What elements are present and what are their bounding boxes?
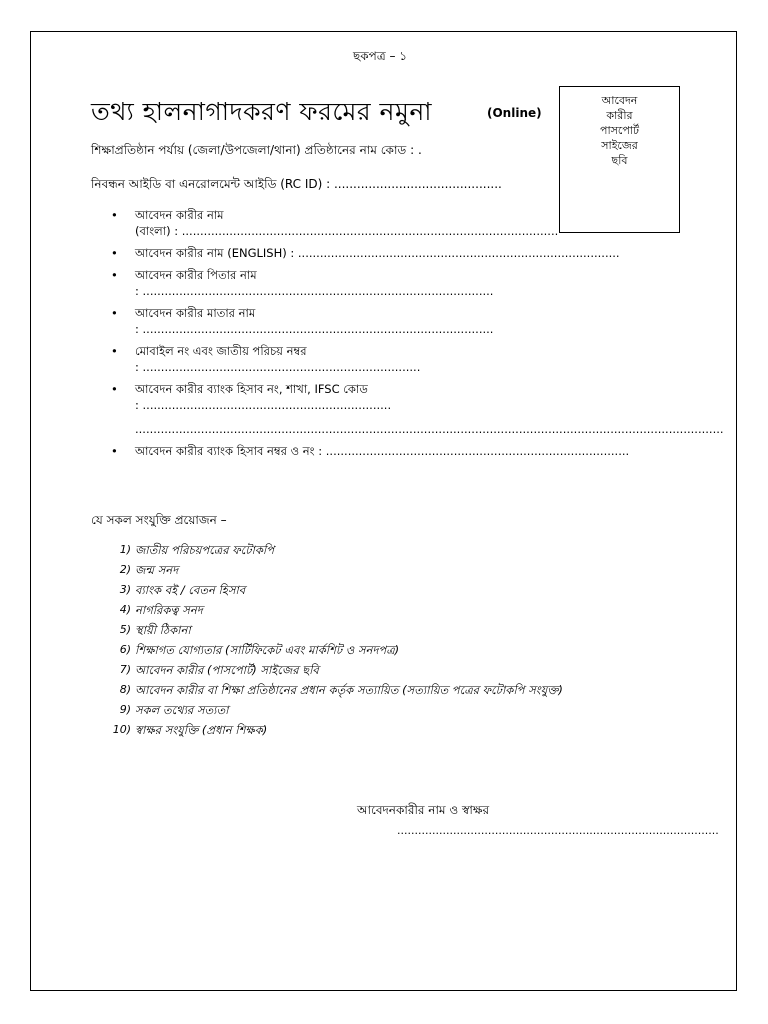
item-text: নাগরিকত্ব সনদ bbox=[135, 603, 203, 617]
signature-label: আবেদনকারীর নাম ও স্বাক্ষর bbox=[357, 803, 490, 817]
item-text: শিক্ষাগত যোগ্যতার (সার্টিফিকেট এবং মার্কশিট ও সনদপত্র) bbox=[135, 643, 400, 657]
list-item bbox=[111, 722, 563, 738]
field-name-bangla bbox=[111, 207, 711, 239]
item-text: সকল তথ্যের সত্যতা bbox=[135, 703, 229, 717]
field-label: • আবেদন কারীর নাম bbox=[135, 208, 224, 222]
photo-box-line: আবেদন bbox=[601, 94, 638, 107]
item-number: 4) bbox=[119, 603, 131, 616]
field-mother-name bbox=[111, 305, 711, 337]
field-mobile-nid bbox=[111, 343, 711, 375]
item-number: 1) bbox=[119, 543, 131, 556]
field-label: • আবেদন কারীর ব্যাংক হিসাব নম্বর ও নং : ................................................................................... bbox=[135, 444, 630, 458]
documents-list bbox=[111, 542, 563, 742]
item-text: ব্যাংক বই / বেতন হিসাব bbox=[135, 583, 246, 597]
list-item bbox=[111, 682, 563, 698]
field-value: : ................................................................................................ bbox=[135, 322, 494, 336]
item-number: 3) bbox=[119, 583, 131, 596]
list-item bbox=[111, 662, 563, 678]
item-number: 7) bbox=[119, 663, 131, 676]
field-father-name bbox=[111, 267, 711, 299]
list-item bbox=[111, 542, 563, 558]
photo-box-line: পাসপোর্ট bbox=[600, 124, 639, 137]
annex-label: ছকপত্র – ১ bbox=[353, 49, 408, 63]
field-label: • আবেদন কারীর মাতার নাম bbox=[135, 306, 256, 320]
item-text: জন্ম সনদ bbox=[135, 563, 179, 577]
item-number: 2) bbox=[119, 563, 131, 576]
field-name-english bbox=[111, 245, 711, 261]
field-label: • আবেদন কারীর নাম (ENGLISH) : ........................................................................................ bbox=[135, 246, 620, 260]
field-value: : ............................................................................ bbox=[135, 360, 421, 374]
list-item bbox=[111, 702, 563, 718]
field-label: • আবেদন কারীর ব্যাংক হিসাব নং, শাখা, IFSC কোড bbox=[135, 382, 368, 396]
signature-line: ............................................................................................ bbox=[397, 824, 719, 837]
item-number: 9) bbox=[119, 703, 131, 716]
item-text: আবেদন কারীর (পাসপোর্ট) সাইজের ছবি bbox=[135, 663, 319, 677]
documents-heading: যে সকল সংযুক্তি প্রয়োজন – bbox=[91, 513, 227, 527]
item-number: 6) bbox=[119, 643, 131, 656]
item-number: 8) bbox=[119, 683, 131, 696]
list-item bbox=[111, 642, 563, 658]
item-number: 10) bbox=[112, 723, 131, 736]
field-label: • আবেদন কারীর পিতার নাম bbox=[135, 268, 257, 282]
field-bank-info bbox=[111, 381, 724, 437]
field-value-continued: ................................................................................................................................................................. bbox=[135, 422, 724, 436]
list-item bbox=[111, 622, 563, 638]
list-item bbox=[111, 582, 563, 598]
item-text: আবেদন কারীর বা শিক্ষা প্রতিষ্ঠানের প্রধান কর্তৃক সত্যায়িত (সত্যায়িত পত্রের ফটোকপি সংযুক্ত) bbox=[135, 683, 563, 697]
photo-box-line: সাইজের bbox=[601, 139, 638, 152]
item-text: জাতীয় পরিচয়পত্রের ফটোকপি bbox=[135, 543, 275, 557]
applicant-fields bbox=[111, 207, 724, 465]
list-item bbox=[111, 602, 563, 618]
form-title-suffix: (Online) bbox=[487, 106, 542, 120]
field-value: (বাংলা) : ....................................................................................................... bbox=[135, 224, 559, 238]
photo-box-line: কারীর bbox=[606, 109, 633, 122]
form-title: তথ্য হালনাগাদকরণ ফরমের নমুনা bbox=[91, 97, 433, 126]
list-item bbox=[111, 562, 563, 578]
item-text: স্বাক্ষর সংযুক্তি (প্রধান শিক্ষক) bbox=[135, 723, 268, 737]
field-bank-account bbox=[111, 443, 711, 459]
form-page bbox=[30, 31, 737, 991]
field-value: : .................................................................... bbox=[135, 398, 392, 412]
item-number: 5) bbox=[119, 623, 131, 636]
field-label: • মোবাইল নং এবং জাতীয় পরিচয় নম্বর bbox=[135, 344, 307, 358]
field-value: : ................................................................................................ bbox=[135, 284, 494, 298]
item-text: স্থায়ী ঠিকানা bbox=[135, 623, 191, 637]
rc-id-line: নিবন্ধন আইডি বা এনরোলমেন্ট আইডি (RC ID) : ............................................ bbox=[91, 177, 502, 191]
photo-box-line: ছবি bbox=[611, 154, 628, 167]
institution-line: শিক্ষাপ্রতিষ্ঠান পর্যায় (জেলা/উপজেলা/থানা) প্রতিষ্ঠানের নাম কোড : . bbox=[91, 143, 422, 157]
